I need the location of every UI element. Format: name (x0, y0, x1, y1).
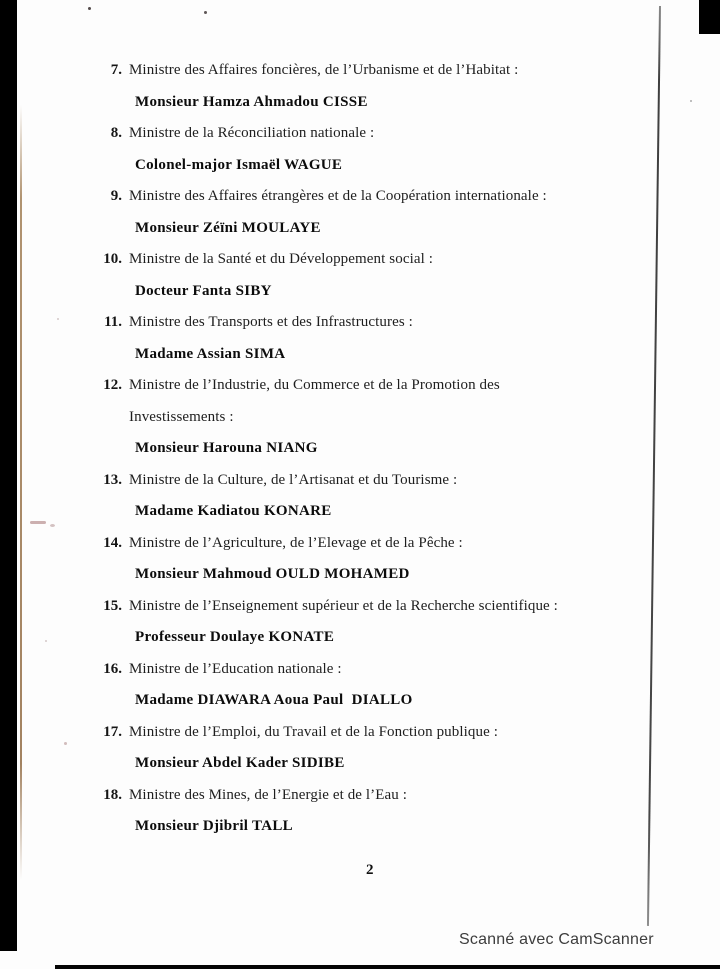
item-number: 7. (110, 62, 122, 78)
scan-speckle (45, 640, 47, 642)
minister-name: Monsieur Mahmoud OULD MOHAMED (135, 566, 410, 582)
list-item (100, 465, 580, 528)
minister-name: Monsieur Hamza Ahmadou CISSE (135, 93, 368, 110)
minister-name: Colonel-major Ismaël WAGUE (135, 156, 343, 173)
list-item (100, 55, 580, 118)
scan-bottom-black-edge (55, 965, 720, 969)
list-item (100, 118, 580, 181)
ministry-title: Ministre de l’Agriculture, de l’Elevage et de la Pêche : (129, 534, 463, 551)
item-number: 14. (103, 534, 122, 551)
ministry-title: Ministre des Affaires étrangères et de la Coopération internationale : (129, 188, 547, 204)
ministers-list (100, 55, 580, 843)
list-item (100, 244, 580, 307)
ministry-title: Ministre des Mines, de l’Energie et de l’Eau : (129, 786, 407, 803)
camscanner-watermark: Scanné avec CamScanner (459, 931, 654, 948)
item-number: 10. (103, 251, 122, 267)
scan-speckle (690, 100, 692, 102)
list-item (100, 654, 580, 717)
ministry-title: Ministre des Transports et des Infrastructures : (129, 314, 413, 330)
list-item (100, 307, 580, 370)
scan-left-black-edge (0, 0, 17, 951)
scan-speckle (30, 521, 46, 524)
ministry-title: Ministre de la Réconciliation nationale : (129, 125, 375, 141)
minister-name: Monsieur Djibril TALL (135, 818, 293, 834)
minister-name: Madame Kadiatou KONARE (135, 503, 332, 519)
minister-name: Madame Assian SIMA (135, 345, 286, 362)
list-item (100, 591, 580, 654)
list-item (100, 780, 580, 843)
list-item (100, 528, 580, 591)
scan-corner-black-edge (699, 0, 720, 34)
paper-left-edge-shadow (20, 105, 22, 880)
minister-name: Monsieur Harouna NIANG (135, 440, 318, 456)
page-number: 2 (366, 862, 374, 878)
item-number: 9. (110, 188, 122, 204)
minister-name: Docteur Fanta SIBY (135, 282, 272, 299)
scan-speckle (50, 524, 55, 527)
ministry-title: Ministre de l’Industrie, du Commerce et de la Promotion des Investissements : (129, 377, 500, 425)
ministry-title: Ministre de l’Enseignement supérieur et de la Recherche scientifique : (129, 597, 558, 614)
item-number: 12. (103, 377, 122, 393)
minister-name: Monsieur Abdel Kader SIDIBE (135, 755, 345, 771)
item-number: 18. (103, 786, 122, 803)
scan-speckle (88, 7, 91, 10)
scan-speckle (57, 318, 59, 320)
list-item (100, 181, 580, 244)
item-number: 17. (103, 723, 122, 740)
list-item (100, 717, 580, 780)
item-number: 13. (103, 471, 122, 488)
minister-name: Madame DIAWARA Aoua Paul DIALLO (135, 692, 413, 708)
list-item (100, 370, 580, 465)
minister-name: Professeur Doulaye KONATE (135, 629, 335, 645)
paper-fold-line (647, 6, 661, 926)
item-number: 8. (110, 125, 122, 141)
ministry-title: Ministre de la Santé et du Développement social : (129, 251, 433, 267)
ministry-title: Ministre de l’Education nationale : (129, 660, 342, 677)
ministry-title: Ministre de la Culture, de l’Artisanat et du Tourisme : (129, 471, 458, 488)
scan-speckle (64, 742, 67, 745)
item-number: 16. (103, 660, 122, 677)
ministry-title: Ministre de l’Emploi, du Travail et de la Fonction publique : (129, 723, 498, 740)
ministry-title: Ministre des Affaires foncières, de l’Urbanisme et de l’Habitat : (129, 62, 519, 78)
scan-speckle (204, 11, 207, 14)
item-number: 15. (103, 597, 122, 614)
minister-name: Monsieur Zéïni MOULAYE (135, 219, 321, 236)
item-number: 11. (104, 314, 122, 330)
